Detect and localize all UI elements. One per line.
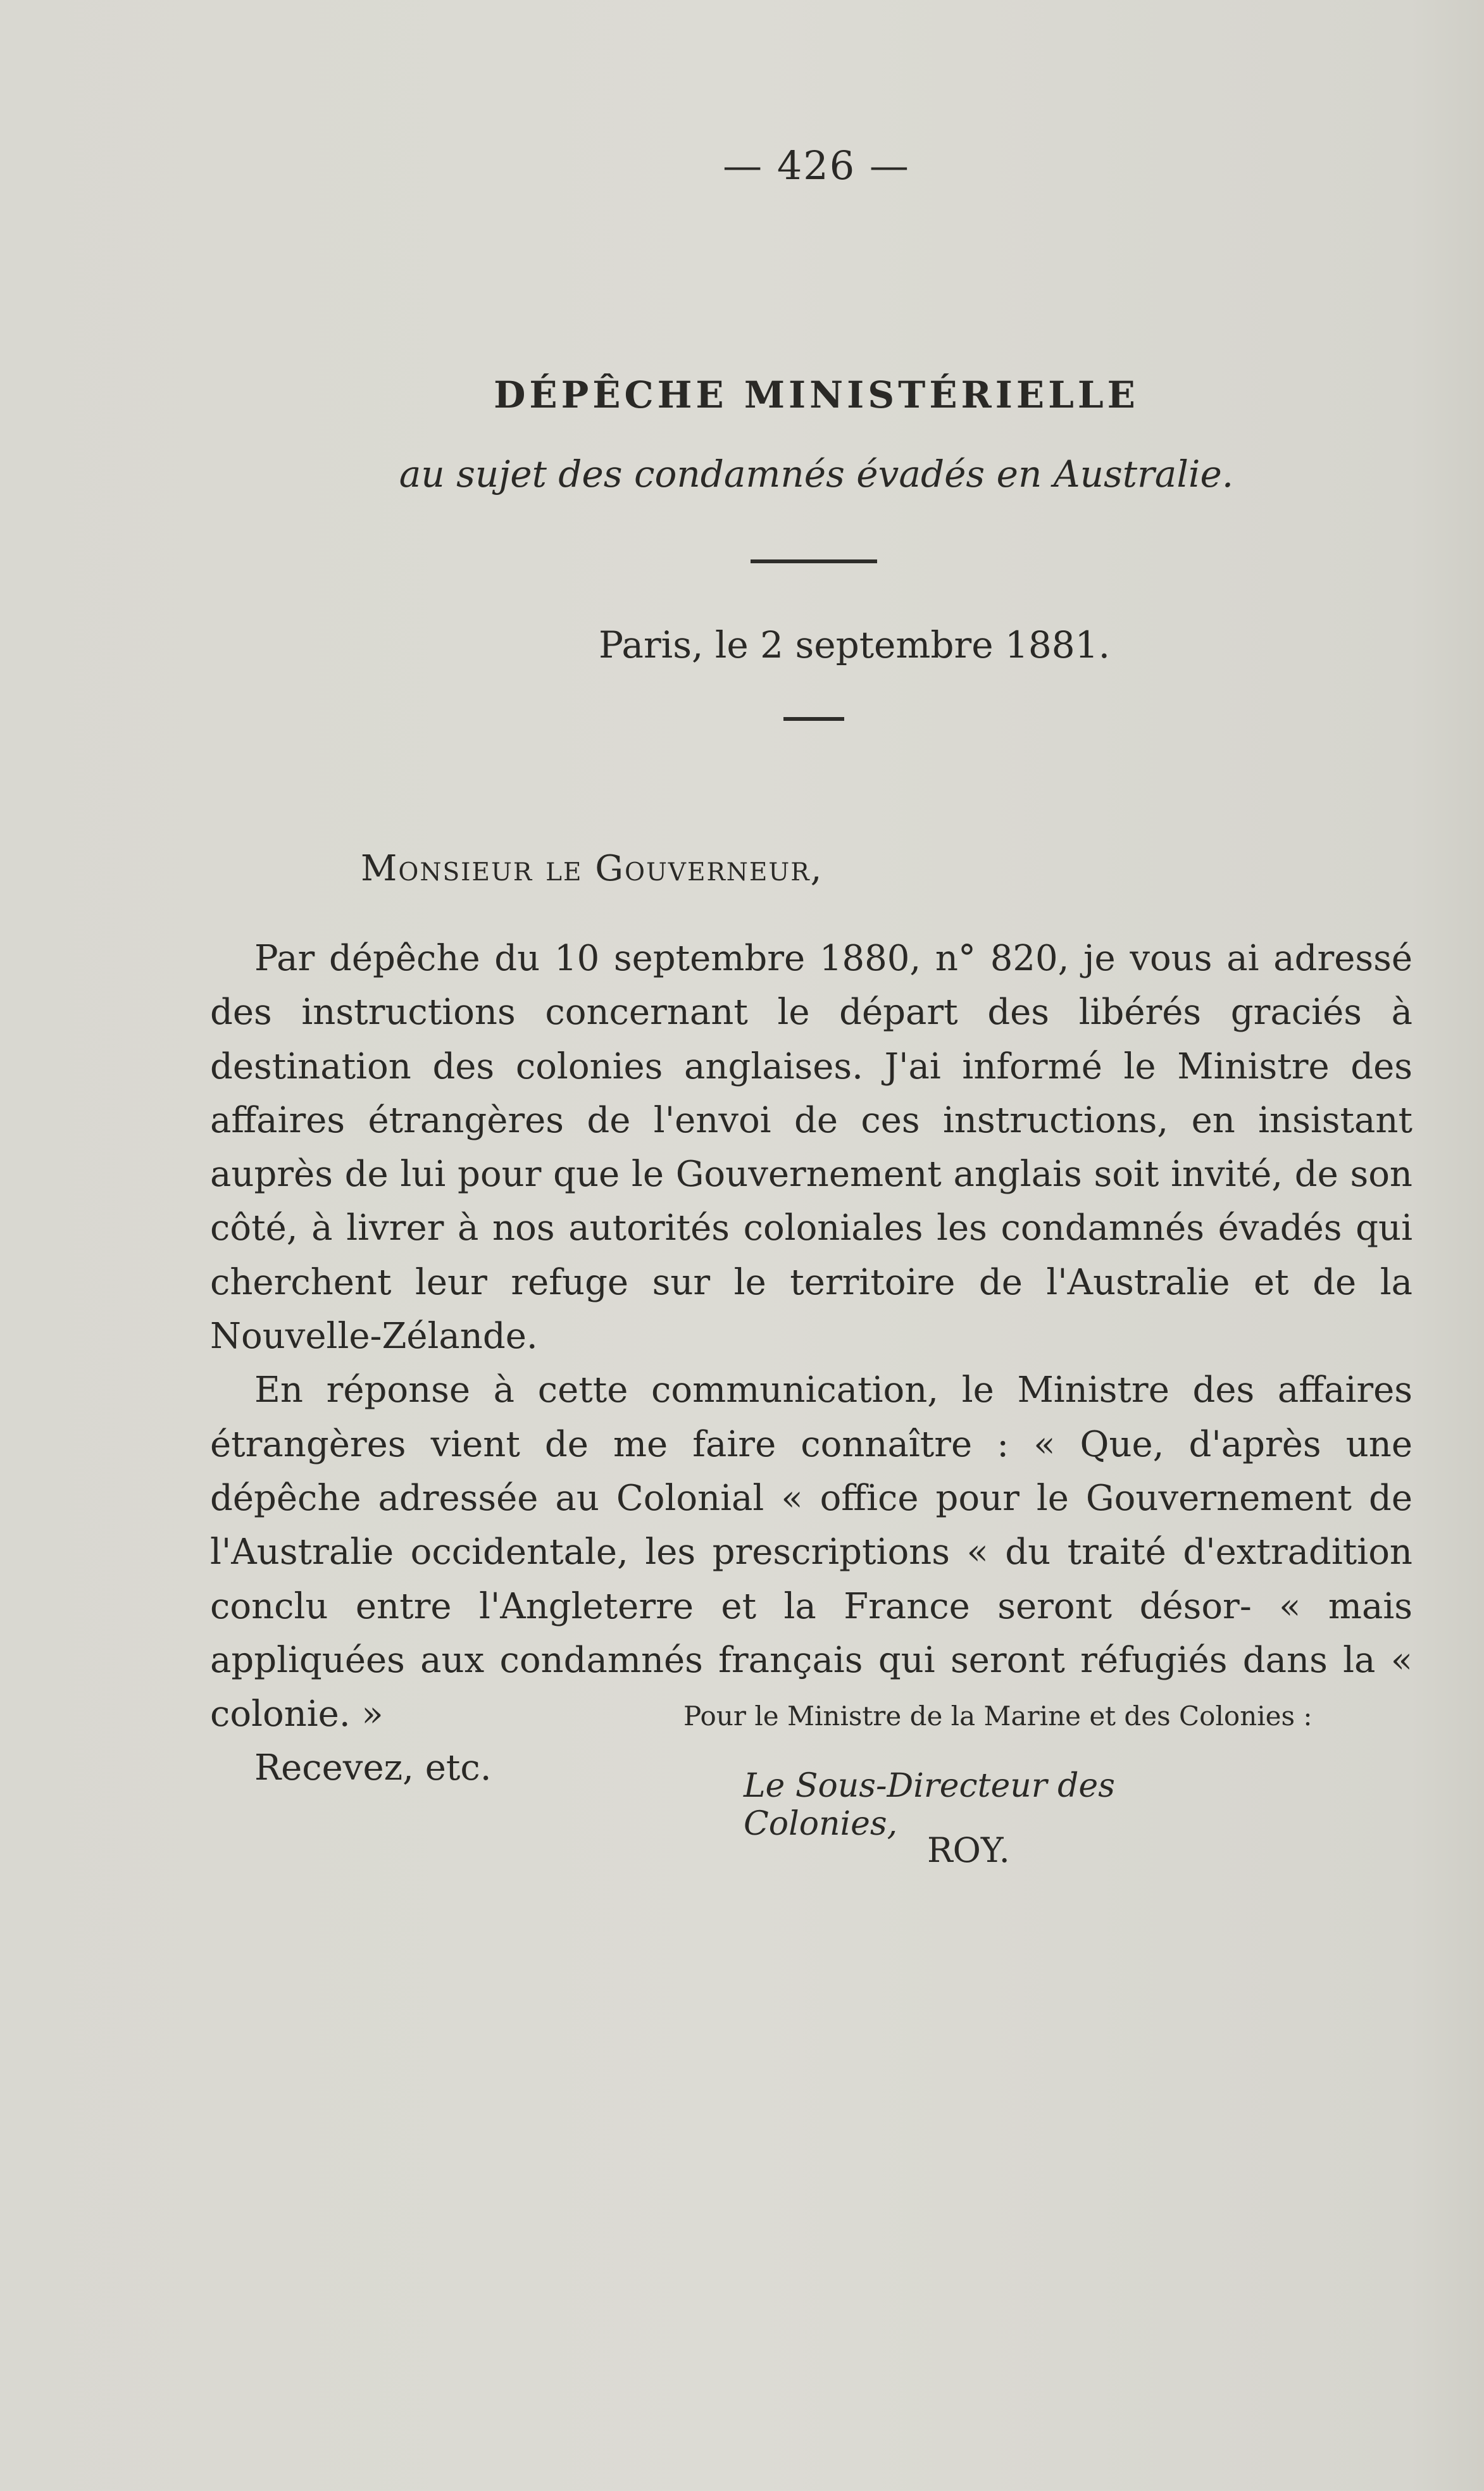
separator-rule-short	[783, 717, 844, 721]
paragraph: En réponse à cette communication, le Ministre des affaires étrangères vient de me faire connaître : « Que, d'après une dépêche adressée au Colonial « office pour le Gouvernement de l'Australie occidentale, les prescriptions « du traité d'extradition conclu entre l'Angleterre et la France seront désor- « mais appliquées aux condamnés français qui seront réfugiés dans la « colonie. »	[210, 1370, 1412, 1735]
letter-body	[210, 932, 1412, 1795]
paragraph: Recevez, etc.	[254, 1747, 492, 1789]
signature-name: ROY.	[927, 1830, 1010, 1870]
separator-rule	[751, 559, 877, 563]
salutation: Monsieur le Gouverneur,	[361, 848, 823, 889]
signature-line-title: Le Sous-Directeur des Colonies,	[744, 1767, 1115, 1843]
page-number: — 426 —	[723, 142, 910, 189]
signature-line-ministry: Pour le Ministre de la Marine et des Colonies :	[683, 1701, 1313, 1732]
document-subtitle: au sujet des condamnés évadés en Australie.	[399, 453, 1234, 496]
paragraph: Par dépêche du 10 septembre 1880, n° 820, je vous ai adressé des instructions concernant le départ des libérés graciés à destination des colonies anglaises. J'ai informé le Ministre des affaires étrangères de l'envoi de ces instructions, en insistant auprès de lui pour que le Gouvernement anglais soit invité, de son côté, à livrer à nos autorités coloniales les condamnés évadés qui cherchent leur refuge sur le territoire de l'Australie et de la Nouvelle-Zélande.	[210, 938, 1412, 1358]
document-title: DÉPÊCHE MINISTÉRIELLE	[494, 373, 1139, 416]
dateline: Paris, le 2 septembre 1881.	[598, 623, 1111, 666]
